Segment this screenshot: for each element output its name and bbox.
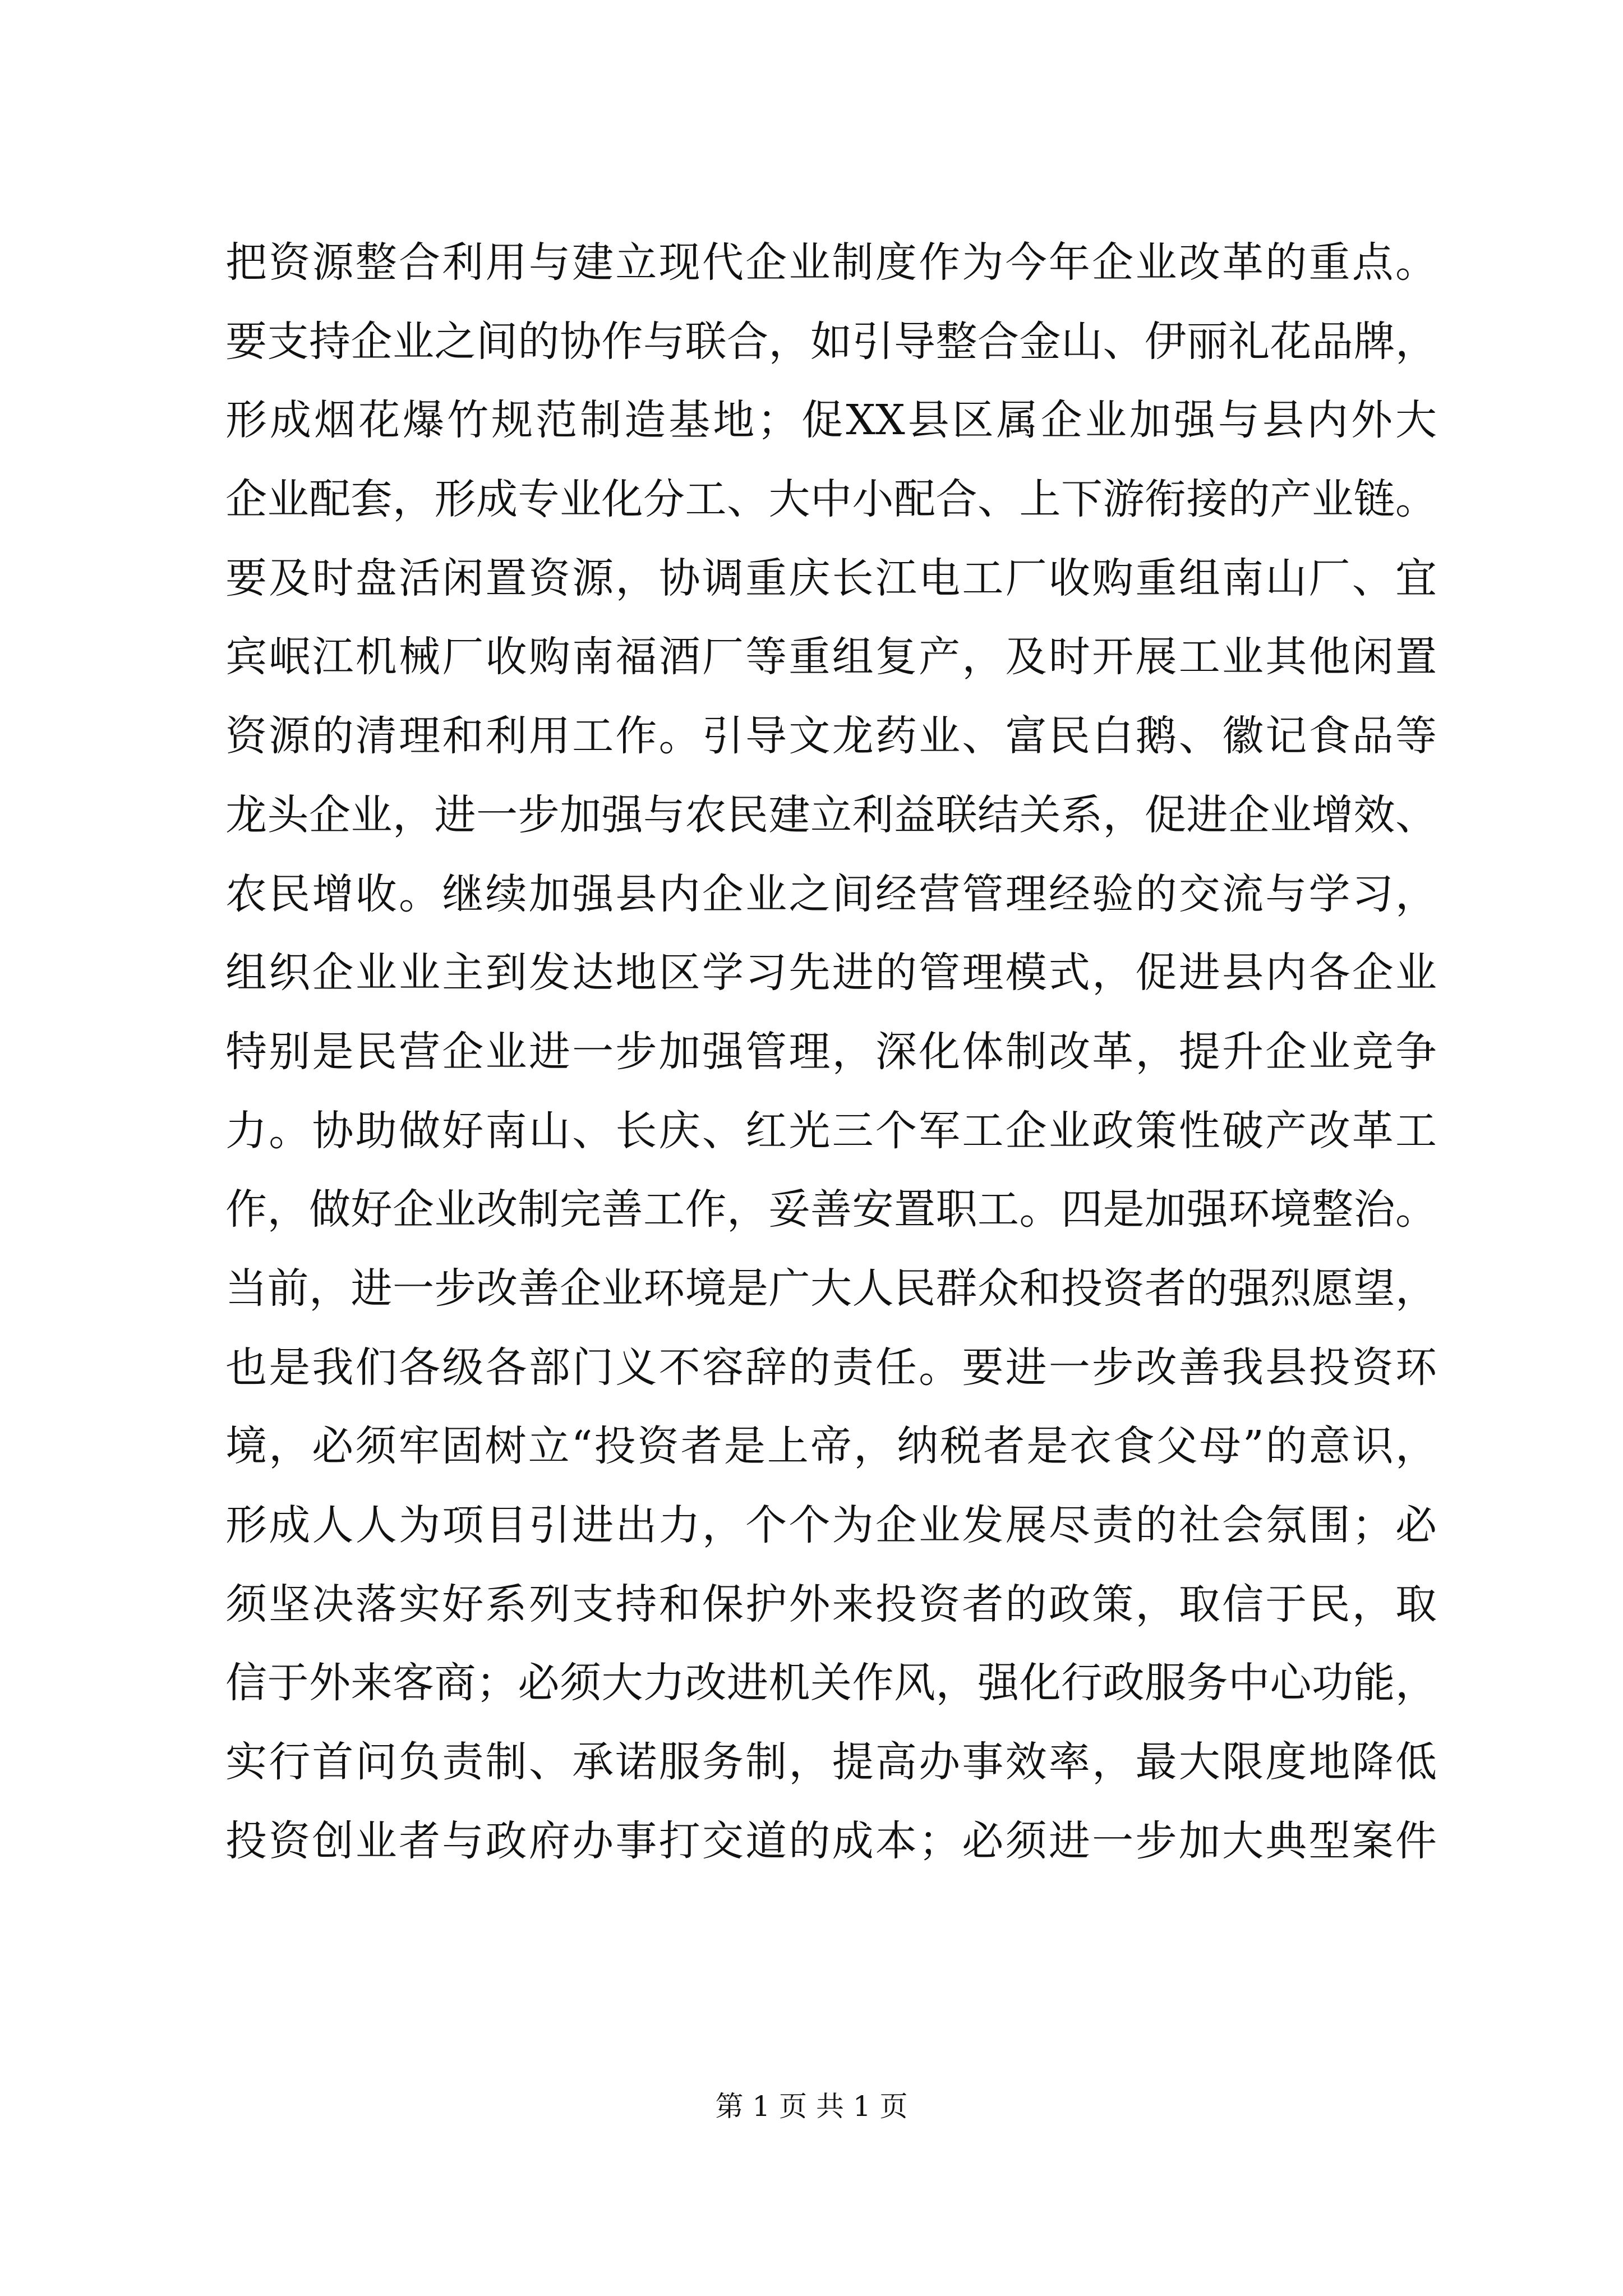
- text-line: 也是我们各级各部门义不容辞的责任。要进一步改善我县投资环: [225, 1343, 1437, 1392]
- text-line: 资源的清理和利用工作。引导文龙药业、富民白鹅、徽记食品等: [225, 712, 1437, 761]
- page-number-label: 第 1 页 共 1 页: [715, 2090, 908, 2123]
- text-line: 组织企业业主到发达地区学习先进的管理模式，促进县内各企业: [225, 949, 1437, 997]
- body-text: [225, 223, 1437, 1880]
- text-line: 当前，进一步改善企业环境是广大人民群众和投资者的强烈愿望，: [225, 1264, 1437, 1313]
- text-line: 力。协助做好南山、长庆、红光三个军工企业政策性破产改革工: [225, 1106, 1437, 1155]
- text-line: 境，必须牢固树立“投资者是上帝，纳税者是衣食父母”的意识，: [225, 1422, 1437, 1471]
- text-line: 作，做好企业改制完善工作，妥善安置职工。四是加强环境整治。: [225, 1185, 1437, 1234]
- text-line: 信于外来客商；必须大力改进机关作风，强化行政服务中心功能，: [225, 1659, 1437, 1708]
- text-line: 把资源整合利用与建立现代企业制度作为今年企业改革的重点。: [225, 238, 1437, 287]
- text-line: 企业配套，形成专业化分工、大中小配合、上下游衔接的产业链。: [225, 475, 1437, 524]
- text-line: 农民增收。继续加强县内企业之间经营管理经验的交流与学习，: [225, 869, 1437, 918]
- text-line: 投资创业者与政府办事打交道的成本；必须进一步加大典型案件: [225, 1816, 1437, 1865]
- text-line: 特别是民营企业进一步加强管理，深化体制改革，提升企业竞争: [225, 1027, 1437, 1076]
- text-line: 形成人人为项目引进出力，个个为企业发展尽责的社会氛围；必: [225, 1501, 1437, 1549]
- text-line: 实行首问负责制、承诺服务制，提高办事效率，最大限度地降低: [225, 1738, 1437, 1787]
- text-line: 龙头企业，进一步加强与农民建立利益联结关系，促进企业增效、: [225, 790, 1437, 839]
- text-line: 须坚决落实好系列支持和保护外来投资者的政策，取信于民，取: [225, 1580, 1437, 1628]
- page-footer: [0, 2090, 1623, 2123]
- text-line: 要及时盘活闲置资源，协调重庆长江电工厂收购重组南山厂、宜: [225, 554, 1437, 602]
- text-line: 形成烟花爆竹规范制造基地；促XX县区属企业加强与县内外大: [225, 396, 1437, 445]
- text-line: 要支持企业之间的协作与联合，如引导整合金山、伊丽礼花品牌，: [225, 317, 1437, 366]
- text-line: 宾岷江机械厂收购南福酒厂等重组复产，及时开展工业其他闲置: [225, 633, 1437, 682]
